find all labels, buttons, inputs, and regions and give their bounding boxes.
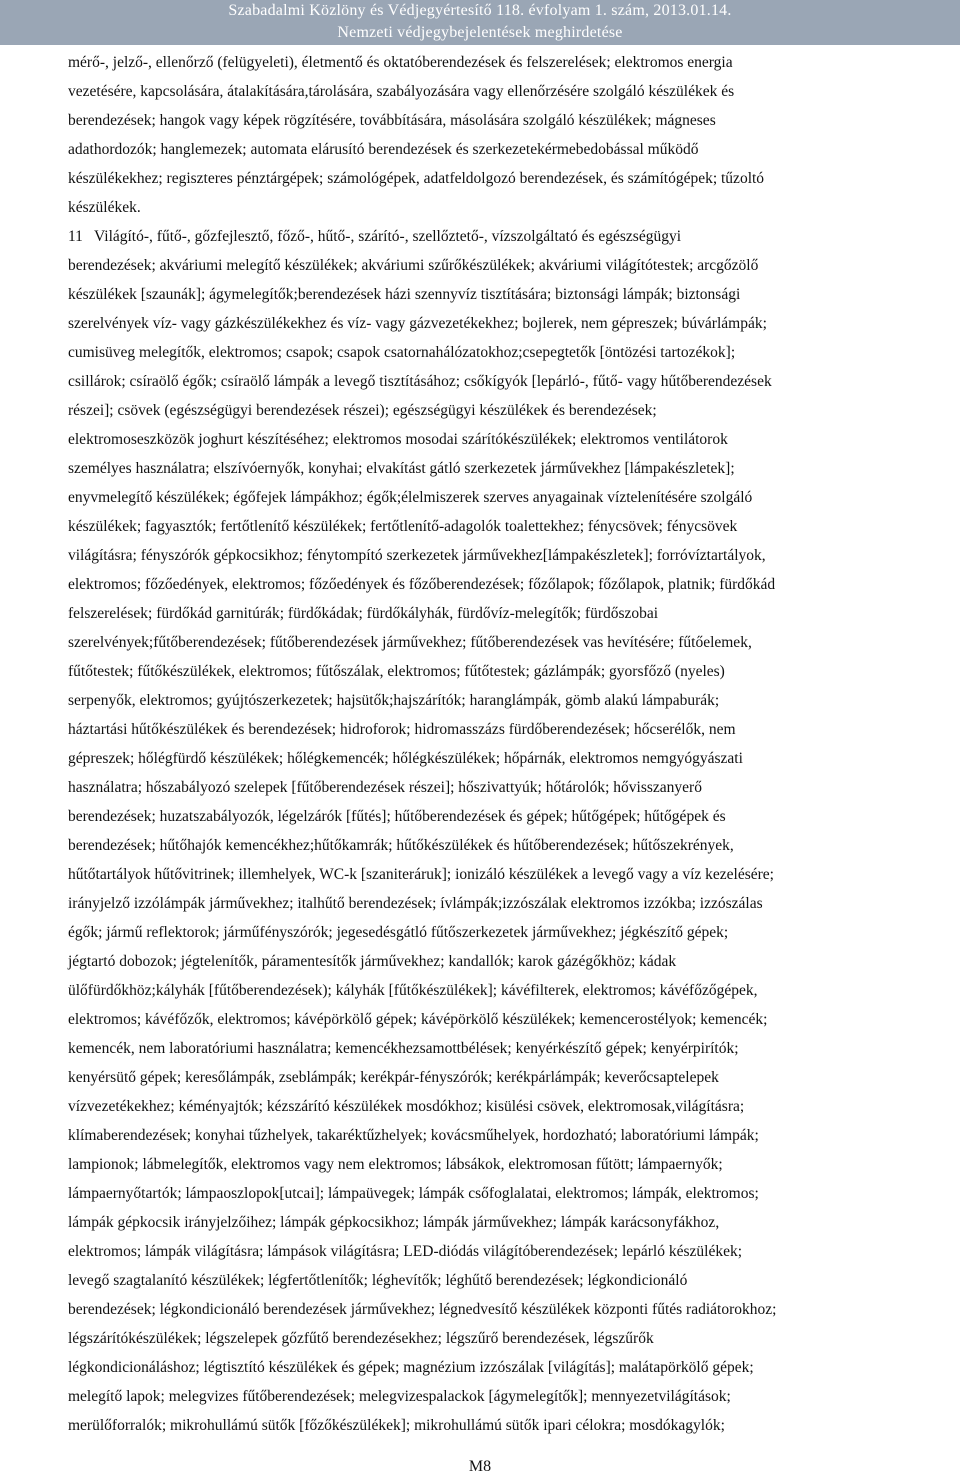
text-line: elektromos; lámpák világításra; lámpások világításra; LED-diódás világítóberendezések; lepárló készülékek;: [68, 1243, 743, 1260]
text-line: vízvezetékekhez; kéményajtók; kézszárító készülékek mosdókhoz; kisülési csövek, elektromosak,világításra;: [68, 1098, 745, 1115]
text-line: felszerelések; fürdőkád garnitúrák; fürdőkádak; fürdőkályhák, fürdővíz-melegítők; fürdőszobai: [68, 605, 659, 622]
text-line: hűtőtartályok hűtővitrinek; illemhelyek, WC-k [szaniteráruk]; ionizáló készülékek a levegő vagy a víz kezelésére;: [68, 866, 774, 883]
journal-header: [0, 0, 960, 45]
text-line: fűtőtestek; fűtőkészülékek, elektromos; fűtőszálak, elektromos; fűtőtestek; gázlámpák; gyorsfőző (nyeles): [68, 663, 725, 680]
text-line: légkondicionáláshoz; légtisztító készülékek és gépek; magnézium izzószálak [világítás]; malátapörkölő gépek;: [68, 1359, 754, 1376]
text-line: cumisüveg melegítők, elektromos; csapok; csapok csatornahálózatokhoz;csepegtetők [öntözési tartozékok];: [68, 344, 736, 361]
text-line: adathordozók; hanglemezek; automata elárusító berendezések és szerkezetekérmebedobással működő: [68, 141, 699, 158]
text-line: készülékek.: [68, 199, 141, 216]
text-line: világításra; fényszórók gépkocsikhoz; fénytompító szerkezetek járművekhez[lámpakészletek]; forróvíztartályok,: [68, 547, 766, 564]
text-line: lámpaernyőtartók; lámpaoszlopok[utcai]; lámpaüvegek; lámpák csőfoglalatai, elektromos; lámpák, elektromos;: [68, 1185, 759, 1202]
text-line: berendezések; akváriumi melegítő készülékek; akváriumi szűrőkészülékek; akváriumi világítótestek; arcgőzölő: [68, 257, 759, 274]
text-line: készülékekhez; regiszteres pénztárgépek; számológépek, adatfeldolgozó berendezések, és számítógépek; tűzoltó: [68, 170, 765, 187]
text-line: ülőfürdőkhöz;kályhák [fűtőberendezések); kályhák [fűtőkészülékek]; kávéfilterek, elektromos; kávéfőzőgépek,: [68, 982, 758, 999]
text-line: lámpák gépkocsik irányjelzőihez; lámpák gépkocsikhoz; lámpák járművekhez; lámpák karácsonyfákhoz,: [68, 1214, 720, 1231]
text-line: személyes használatra; elszívóernyők, konyhai; elvakítást gátló szerkezetek járművekhez [lámpakészletek];: [68, 460, 735, 477]
text-line: levegő szagtalanító készülékek; légfertőtlenítők; léghevítők; léghűtő berendezések; légkondicionáló: [68, 1272, 688, 1289]
text-line: serpenyők, elektromos; gyújtószerkezetek; hajsütők;hajszárítók; haranglámpák, gömb alakú lámpaburák;: [68, 692, 720, 709]
preceding-class-text: [68, 48, 908, 222]
text-line: lampionok; lábmelegítők, elektromos vagy nem elektromos; lábsákok, elektromosan fűtött; lámpaernyők;: [68, 1156, 723, 1173]
text-line: használatra; hőszabályozó szelepek [fűtőberendezések részei]; hőszivattyúk; hőtárolók; hővisszanyerő: [68, 779, 702, 796]
journal-title: Szabadalmi Közlöny és Védjegyértesítő 118. évfolyam 1. szám, 2013.01.14.: [228, 2, 732, 19]
text-line: készülékek [szaunák]; ágymelegítők;berendezések házi szennyvíz tisztítására; biztonsági lámpák; biztonsági: [68, 286, 741, 303]
text-line: mérő-, jelző-, ellenőrző (felügyeleti), életmentő és oktatóberendezések és felszerelések; elektromos energia: [68, 54, 733, 71]
text-line: égők; jármű reflektorok; járműfényszórók; jegesedésgátló fűtőszerkezetek járművekhez; jégkészítő gépek;: [68, 924, 729, 941]
text-line: szerelvények;fűtőberendezések; fűtőberendezések járművekhez; fűtőberendezések vas hevítésére; fűtőelemek,: [68, 634, 752, 651]
document-body: [68, 48, 908, 1469]
text-line: légszárítókészülékek; légszelepek gőzfűtő berendezésekhez; légszűrő berendezések, légszűrők: [68, 1330, 654, 1347]
text-line: vezetésére, kapcsolására, átalakítására,tárolására, szabályozására vagy ellenőrzésére szolgáló készülékek és: [68, 83, 735, 100]
text-line: berendezések; huzatszabályozók, légelzárók [fűtés]; hűtőberendezések és gépek; hűtőgépek; hűtőgépek és: [68, 808, 726, 825]
class-11-first-line: Világító-, fűtő-, gőzfejlesztő, főző-, hűtő-, szárító-, szellőztető-, vízszolgáltató és egészségügyi: [94, 228, 682, 245]
text-line: gépreszek; hőlégfürdő készülékek; hőlégkemencék; hőlégkészülékek; hőpárnák, elektromos nemgyógyászati: [68, 750, 743, 767]
text-line: berendezések; légkondicionáló berendezések járművekhez; légnedvesítő készülékek központi fűtés radiátorokhoz;: [68, 1301, 777, 1318]
page-number: M8: [468, 1458, 492, 1475]
text-line: kenyérsütő gépek; keresőlámpák, zseblámpák; kerékpár-fényszórók; kerékpárlámpák; keverőcsaptelepek: [68, 1069, 719, 1086]
text-line: csillárok; csíraölő égők; csíraölő lámpák a levegő tisztításához; csőkígyók [lepárló-, fűtő- vagy hűtőberendezések: [68, 373, 772, 390]
text-line: készülékek; fagyasztók; fertőtlenítő készülékek; fertőtlenítő-adagolók toalettekhez; fénycsövek; fénycsövek: [68, 518, 738, 535]
text-line: kemencék, nem laboratóriumi használatra; kemencékhezsamottbélések; kenyérkészítő gépek; kenyérpirítók;: [68, 1040, 739, 1057]
text-line: szerelvények víz- vagy gázkészülékekhez és víz- vagy gázvezetékekhez; bojlerek, nem gépreszek; búvárlámpák;: [68, 315, 767, 332]
text-line: klímaberendezések; konyhai tűzhelyek, takaréktűzhelyek; kovácsműhelyek, hordozható; laboratóriumi lámpák;: [68, 1127, 759, 1144]
text-line: melegítő lapok; melegvizes fűtőberendezések; melegvizespalackok [ágymelegítők]; mennyezetvilágítások;: [68, 1388, 731, 1405]
text-line: [68, 222, 908, 251]
text-line: részei]; csövek (egészségügyi berendezések részei); egészségügyi készülékek és berendezések;: [68, 402, 657, 419]
text-line: enyvmelegítő készülékek; égőfejek lámpákhoz; égők;élelmiszerek szerves anyagainak víztelenítésére szolgáló: [68, 489, 753, 506]
text-line: jégtartó dobozok; jégtelenítők, páramentesítők járművekhez; kandallók; karok gázégőkhöz; kádak: [68, 953, 677, 970]
text-line: berendezések; hangok vagy képek rögzítésére, továbbítására, másolására szolgáló készülékek; mágneses: [68, 112, 716, 129]
text-line: irányjelző izzólámpák járművekhez; italhűtő berendezések; ívlámpák;izzószálak elektromos izzókba; izzószálas: [68, 895, 763, 912]
class-11-section: [68, 222, 908, 1469]
text-line: háztartási hűtőkészülékek és berendezések; hidroforok; hidromasszázs fürdőberendezések; hőcserélők, nem: [68, 721, 736, 738]
text-line: elektromoseszközök joghurt készítéséhez; elektromos mosodai szárítókészülékek; elektromos ventilátorok: [68, 431, 728, 448]
text-line: elektromos; kávéfőzők, elektromos; kávépörkölő gépek; kávépörkölő készülékek; kemencerostélyok; kemencék;: [68, 1011, 768, 1028]
section-title: Nemzeti védjegybejelentések meghirdetése: [337, 24, 623, 41]
text-line: berendezések; hűtőhajók kemencékhez;hűtőkamrák; hűtőkészülékek és hűtőberendezések; hűtőszekrények,: [68, 837, 734, 854]
class-number: 11: [68, 228, 83, 245]
text-line: elektromos; főzőedények, elektromos; főzőedények és főzőberendezések; főzőlapok; főzőlapok, platnik; fürdőkád: [68, 576, 776, 593]
text-line: merülőforralók; mikrohullámú sütők [főzőkészülékek]; mikrohullámú sütők ipari célokra; mosdókagylók;: [68, 1417, 725, 1434]
